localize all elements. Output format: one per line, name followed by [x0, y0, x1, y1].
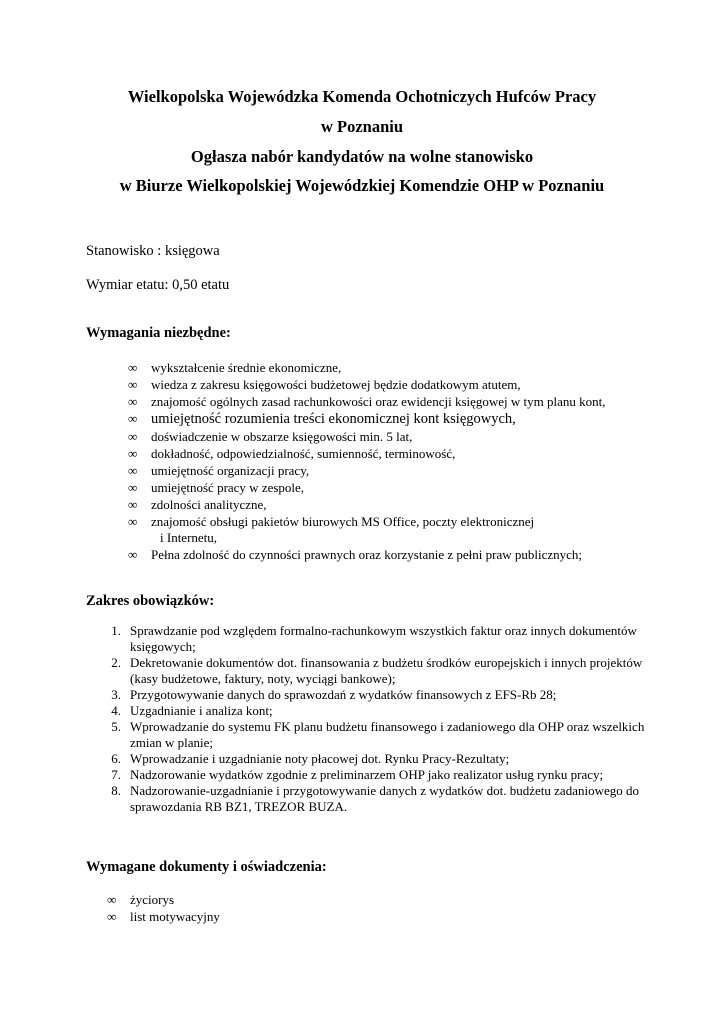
duty-text: Sprawdzanie pod względem formalno-rachunkowym wszystkich faktur oraz innych dokumentów księgowych; — [130, 623, 637, 654]
item-number: 1. — [111, 623, 121, 638]
infinity-bullet-icon: ∞ — [128, 463, 138, 478]
requirement-text: znajomość ogólnych zasad rachunkowości oraz ewidencji księgowej w tym planu kont, — [151, 394, 606, 409]
requirement-text: umiejętność organizacji pracy, — [151, 463, 310, 478]
infinity-bullet-icon: ∞ — [128, 480, 138, 495]
infinity-bullet-icon: ∞ — [128, 377, 138, 392]
position-field: Stanowisko : księgowa — [86, 243, 220, 259]
requirement-text: umiejętność rozumienia treści ekonomicznej kont księgowych, — [151, 411, 516, 427]
infinity-bullet-icon: ∞ — [128, 514, 138, 529]
infinity-bullet-icon: ∞ — [107, 909, 117, 924]
document-text: życiorys — [130, 892, 175, 907]
duty-text: Wprowadzanie i uzgadnianie noty płacowej dot. Rynku Pracy-Rezultaty; — [130, 751, 510, 766]
duty-text: Przygotowywanie danych do sprawozdań z wydatków finansowych z EFS-Rb 28; — [130, 687, 557, 702]
requirement-text: umiejętność pracy w zespole, — [151, 480, 305, 495]
requirement-text: doświadczenie w obszarze księgowości min. 5 lat, — [151, 429, 413, 444]
duty-text: Uzgadnianie i analiza kont; — [130, 703, 273, 718]
header-line-2: w Poznaniu — [320, 117, 404, 136]
duty-text: Nadzorowanie-uzgadnianie i przygotowywanie danych z wydatków dot. budżetu zadaniowego do sprawozdania RB BZ1, TREZOR BUZA. — [130, 783, 639, 814]
requirement-text: znajomość obsługi pakietów biurowych MS Office, poczty elektronicznej — [151, 514, 535, 529]
infinity-bullet-icon: ∞ — [128, 446, 138, 461]
infinity-bullet-icon: ∞ — [128, 360, 138, 375]
requirement-text: Pełna zdolność do czynności prawnych oraz korzystanie z pełni praw publicznych; — [151, 547, 583, 562]
infinity-bullet-icon: ∞ — [128, 429, 138, 444]
item-number: 5. — [111, 719, 121, 734]
requirement-text: wykształcenie średnie ekonomiczne, — [151, 360, 342, 375]
requirement-text: dokładność, odpowiedzialność, sumienność, terminowość, — [151, 446, 456, 461]
infinity-bullet-icon: ∞ — [128, 497, 138, 512]
duties-heading: Zakres obowiązków: — [86, 593, 215, 609]
header-line-4: w Biurze Wielkopolskiej Wojewódzkiej Komendzie OHP w Poznaniu — [119, 176, 605, 195]
infinity-bullet-icon: ∞ — [128, 394, 138, 409]
header-line-1: Wielkopolska Wojewódzka Komenda Ochotniczych Hufców Pracy — [127, 87, 597, 106]
duty-text: Nadzorowanie wydatków zgodnie z preliminarzem OHP jako realizator usług rynku pracy; — [130, 767, 604, 782]
item-number: 6. — [111, 751, 121, 766]
item-number: 8. — [111, 783, 121, 798]
item-number: 7. — [111, 767, 121, 782]
requirement-text: wiedza z zakresu księgowości budżetowej będzie dodatkowym atutem, — [151, 377, 521, 392]
requirements-heading: Wymagania niezbędne: — [86, 325, 231, 341]
header-line-3: Ogłasza nabór kandydatów na wolne stanowisko — [190, 147, 534, 166]
item-number: 3. — [111, 687, 121, 702]
item-number: 4. — [111, 703, 121, 718]
requirement-text: i Internetu, — [160, 530, 218, 545]
infinity-bullet-icon: ∞ — [107, 892, 117, 907]
duty-text: Wprowadzanie do systemu FK planu budżetu finansowego i zadaniowego dla OHP oraz wszelkich zmian w planie; — [130, 719, 645, 750]
infinity-bullet-icon: ∞ — [128, 547, 138, 562]
infinity-bullet-icon: ∞ — [128, 411, 138, 426]
duty-text: Dekretowanie dokumentów dot. finansowania z budżetu środków europejskich i innych projektów (kasy budżetowe, faktury, noty, wyciągi bankowe); — [130, 655, 643, 686]
requirement-text: zdolności analityczne, — [151, 497, 267, 512]
documents-heading: Wymagane dokumenty i oświadczenia: — [86, 859, 327, 875]
hours-field: Wymiar etatu: 0,50 etatu — [86, 277, 230, 293]
item-number: 2. — [111, 655, 121, 670]
document-text: list motywacyjny — [130, 909, 220, 924]
